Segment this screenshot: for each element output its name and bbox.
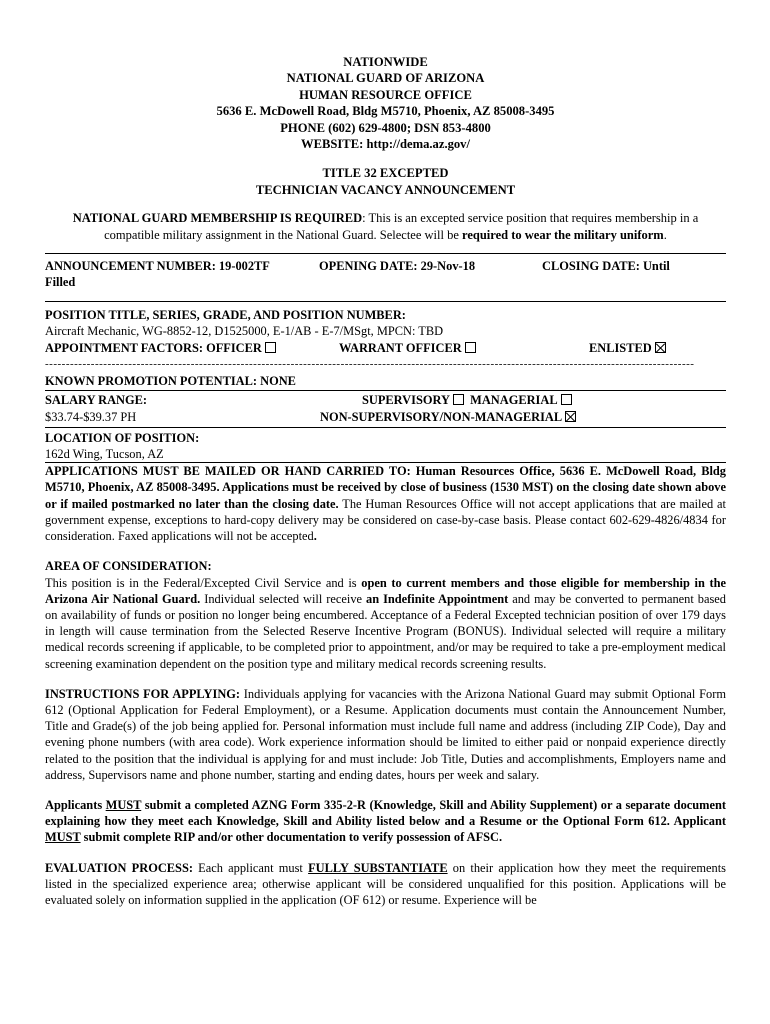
title-line-1: TITLE 32 EXCEPTED: [322, 166, 449, 181]
salary-label: SALARY RANGE:: [45, 393, 148, 408]
instructions-for-applying: [45, 686, 726, 783]
membership-end: .: [663, 227, 667, 242]
divider: [45, 390, 726, 391]
membership-lead: NATIONAL GUARD MEMBERSHIP IS REQUIRED: [72, 211, 363, 226]
area-label: AREA OF CONSIDERATION:: [45, 559, 212, 574]
applicants-text-3: submit complete RIP and/or other documentation to verify possession of AFSC.: [80, 830, 503, 845]
applicants-text-2: submit a completed AZNG Form 335-2-R (Knowledge, Skill and Ability Supplement) or a separate document explaining how they meet each Knowledge, Skill and Ability listed below and a Resume or the Optional Form 612. Applicant: [45, 797, 726, 829]
managerial-label: MANAGERIAL: [470, 393, 558, 408]
evaluation-label: EVALUATION PROCESS:: [45, 860, 193, 875]
applicants-must-1: MUST: [105, 797, 142, 812]
area-bold-1: open to current members and those eligible for membership in the Arizona Air National Guard.: [45, 575, 726, 606]
divider: [45, 427, 726, 428]
position-section: [45, 307, 726, 339]
applicants-must-submit: [45, 797, 726, 846]
enlisted-label: ENLISTED: [589, 341, 652, 356]
instructions-label: INSTRUCTIONS FOR APPLYING:: [45, 686, 241, 701]
closing-date: CLOSING DATE: Until: [542, 259, 670, 274]
supervisory-label: SUPERVISORY: [362, 393, 450, 408]
opening-date: OPENING DATE: 29-Nov-18: [319, 259, 476, 274]
position-value: Aircraft Mechanic, WG-8852-12, D1525000, E-1/AB - E-7/MSgt, MPCN: TBD: [45, 323, 444, 338]
appointment-factors: [45, 340, 726, 356]
header-line-website: WEBSITE: http://dema.az.gov/: [301, 137, 470, 152]
warrant-checkbox: [465, 342, 476, 353]
enlisted-checkbox-checked: [655, 342, 666, 353]
nonsupervisory-label: NON-SUPERVISORY/NON-MANAGERIAL: [320, 409, 563, 424]
evaluation-process: [45, 860, 726, 909]
header-line-phone: PHONE (602) 629-4800; DSN 853-4800: [280, 120, 491, 135]
instructions-text: Individuals applying for vacancies with the Arizona National Guard may submit Optional Form 612 (Optional Application for Federal Employment), or a Resume. Application documents must contain the Announcement Number, Title and Grade(s) of the job being applied for. Personal information must include full name and address (including ZIP Code), Day and evening phone numbers (with area code). Work experience information should be limited to either paid or nonpaid experience directly related to the position that the individual is applying for and must include: Job Title, Duties and accomplishments, Employers name and address, Supervisors name and phone number, starting and ending dates, hours per week and salary.: [45, 686, 726, 782]
warrant-label: WARRANT OFFICER: [339, 341, 462, 356]
area-bold-2: an Indefinite Appointment: [366, 591, 509, 606]
membership-requirement: [45, 210, 726, 243]
location-section: [45, 430, 726, 462]
announcement-row: [45, 258, 726, 290]
applications-text: The Human Resources Office will not accept applications that are mailed at government expense, exceptions to hard-copy delivery may be considered on case-by-case basis. Please contact 602-629-4826/4834 for consideration. Faxed applications will not be accepted: [45, 496, 727, 544]
nonsupervisory-checkbox-checked: [565, 411, 576, 422]
managerial-checkbox: [561, 394, 572, 405]
evaluation-text-1: Each applicant must: [192, 860, 309, 875]
header-line-nationwide: NATIONWIDE: [343, 55, 428, 69]
announcement-filled: Filled: [45, 275, 76, 290]
document-title: [45, 165, 726, 198]
location-label: LOCATION OF POSITION:: [45, 430, 200, 445]
header-line-address: 5636 E. McDowell Road, Bldg M5710, Phoenix, AZ 85008-3495: [216, 104, 555, 119]
area-text-2: Individual selected will receive: [200, 591, 367, 606]
header-line-office: HUMAN RESOURCE OFFICE: [299, 87, 472, 102]
position-label: POSITION TITLE, SERIES, GRADE, AND POSITION NUMBER:: [45, 307, 406, 322]
membership-text: : This is an excepted service position that requires membership in a compatible military assignment in the National Guard. Selectee will be: [104, 211, 699, 242]
area-text-1: This position is in the Federal/Excepted Civil Service and is: [45, 575, 362, 590]
supervisory-checkbox: [453, 394, 464, 405]
membership-uniform: required to wear the military uniform: [462, 227, 664, 242]
area-of-consideration: [45, 558, 726, 671]
salary-value: $33.74-$39.37 PH: [45, 409, 137, 424]
applications-bold: APPLICATIONS MUST BE MAILED OR HAND CARRIED TO: Human Resources Office, 5636 E. McDowell Road, Bldg M5710, Phoenix, AZ 85008-3495. Applications must be received by close of business (1530 MST) on the closing date shown above or if mailed postmarked no later than the closing date.: [45, 464, 726, 511]
location-value: 162d Wing, Tucson, AZ: [45, 447, 164, 462]
salary-row: [45, 392, 726, 424]
evaluation-substantiate: FULLY SUBSTANTIATE: [308, 860, 448, 875]
promotion-potential: KNOWN PROMOTION POTENTIAL: NONE: [45, 374, 296, 389]
area-text-3: and may be converted to permanent based on availability of funds or position no longer being encumbered. Acceptance of a Federal Excepted technician position of over 179 days in length will cause termination from the Selected Reserve Incentive Program (BONUS). Individual selected will require a military medical records screening if applicable, to be completed prior to appointment, and/or may be required to take a pre-employment medical screening examination dependent on the position type and military medical records screening results.: [45, 591, 726, 671]
evaluation-text-2: on their application how they meet the requirements listed in the specialized experience area; otherwise applicant will be considered unqualified for this position. Applications will be evaluated solely on information supplied in the application (OF 612) or resume. Experience will be: [45, 860, 727, 907]
header-line-org: NATIONAL GUARD OF ARIZONA: [286, 71, 485, 86]
officer-checkbox: [265, 342, 276, 353]
applications-paragraph: [45, 463, 726, 544]
office-header: [45, 54, 726, 152]
applications-end: .: [313, 529, 317, 544]
divider: [45, 253, 726, 254]
applicants-text-1: Applicants: [45, 797, 106, 812]
divider: [45, 301, 726, 302]
title-line-2: TECHNICIAN VACANCY ANNOUNCEMENT: [255, 182, 516, 197]
dashed-separator: ------------------------------------------------------------------------------------------------------------------------------------------------------------: [45, 358, 695, 371]
vacancy-announcement-page: [45, 54, 726, 908]
announcement-number: ANNOUNCEMENT NUMBER: 19-002TF: [45, 259, 270, 274]
officer-label: APPOINTMENT FACTORS: OFFICER: [45, 341, 262, 356]
applicants-must-2: MUST: [45, 830, 81, 845]
